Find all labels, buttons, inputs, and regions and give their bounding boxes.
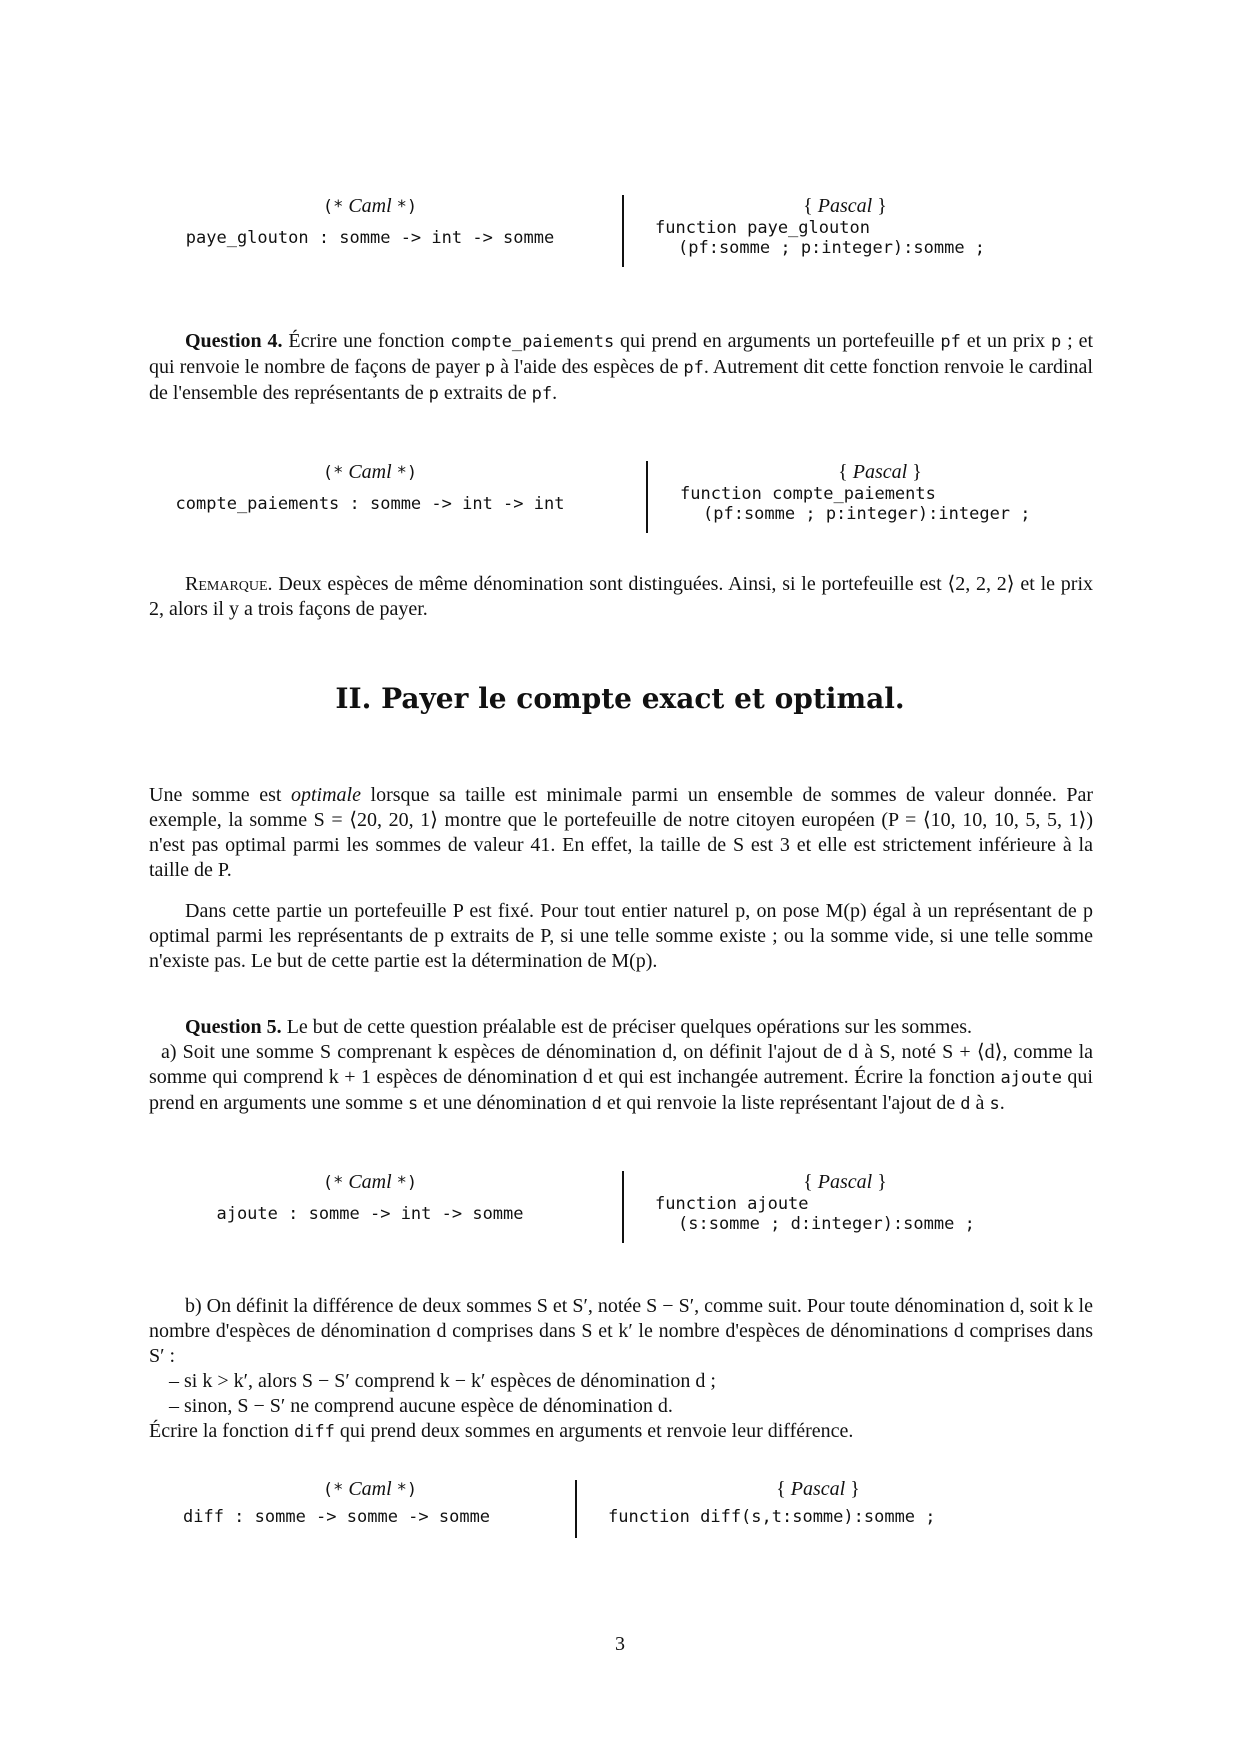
code-divider	[622, 1171, 624, 1243]
function-name: compte_paiements	[450, 332, 615, 352]
question-4: Question 4. Écrire une fonction compte_paiements qui prend en arguments un portefeuille pf et un prix p ; et qui renvoie le nombre de façons de payer p à l'aide des espèces de pf. Autrement dit cette fonction renvoie le cardinal de l'ensemble des représentants de p extraits de pf.	[149, 330, 1093, 404]
caml-block-diff	[165, 1478, 575, 1527]
code-divider	[646, 461, 648, 533]
pascal-header: { Pascal }	[803, 1171, 887, 1193]
page-number: 3	[615, 1633, 625, 1655]
caml-signature: compte_paiements : somme -> int -> int	[175, 494, 565, 514]
pascal-block-compte-paiements	[680, 461, 1080, 524]
list-item: – si k > k′, alors S − S′ comprend k − k′ espèces de dénomination d ;	[169, 1370, 716, 1392]
paragraph-optimal: Une somme est optimale lorsque sa taille est minimale parmi un ensemble de sommes de valeur donnée. Par exemple, la somme S = ⟨20, 20, 1⟩ montre que le portefeuille de notre citoyen européen (P = ⟨10, 10, 10, 5, 5, 1⟩) n'est pas optimal parmi les sommes de valeur 41. En effet, la taille de S est 3 et elle est strictement inférieure à la taille de P.	[149, 784, 1093, 881]
caml-block-paye-glouton	[150, 195, 590, 248]
pascal-line-1: function paye_glouton	[655, 218, 870, 238]
caml-block-compte-paiements	[150, 461, 590, 514]
question-label: Question 5.	[185, 1016, 282, 1038]
pascal-line-1: function ajoute	[655, 1194, 809, 1214]
question-5: Question 5. Le but de cette question préalable est de préciser quelques opérations sur les sommes. a) Soit une somme S comprenant k espèces de dénomination d, on définit l'ajout de d à S, noté S + ⟨d⟩, comme la somme qui comprend k + 1 espèces de dénomination d et qui est inchangée autrement. Écrire la fonction ajoute qui prend en arguments une somme s et une dénomination d et qui renvoie la liste représentant l'ajout de d à s.	[149, 1016, 1093, 1114]
pascal-block-ajoute	[655, 1171, 1035, 1234]
list-item: – sinon, S − S′ ne comprend aucune espèce de dénomination d.	[169, 1395, 673, 1417]
caml-header: (* Caml *)	[322, 1478, 418, 1500]
pascal-line-2: (s:somme ; d:integer):somme ;	[678, 1214, 975, 1234]
pascal-line-2: (pf:somme ; p:integer):somme ;	[678, 238, 986, 258]
pascal-header: { Pascal }	[838, 461, 922, 483]
caml-header: (* Caml *)	[322, 461, 418, 483]
remark: Remarque. Deux espèces de même dénomination sont distinguées. Ainsi, si le portefeuille est ⟨2, 2, 2⟩ et le prix 2, alors il y a trois façons de payer.	[149, 573, 1093, 620]
caml-signature: paye_glouton : somme -> int -> somme	[185, 228, 555, 248]
pascal-line-1: function compte_paiements	[680, 484, 936, 504]
code-divider	[575, 1480, 577, 1538]
paragraph-definition-M: Dans cette partie un portefeuille P est fixé. Pour tout entier naturel p, on pose M(p) égal à un représentant de p optimal parmi les représentants de p extraits de P, si une telle somme existe ; ou la somme vide, si une telle somme n'existe pas. Le but de cette partie est la détermination de M(p).	[149, 900, 1093, 972]
caml-block-ajoute	[150, 1171, 590, 1224]
function-name: diff	[293, 1422, 335, 1442]
caml-signature: diff : somme -> somme -> somme	[183, 1507, 491, 1527]
code-divider	[622, 195, 624, 267]
caml-signature: ajoute : somme -> int -> somme	[216, 1204, 524, 1224]
section-title: II. Payer le compte exact et optimal.	[335, 682, 905, 715]
pascal-line-1: function diff(s,t:somme):somme ;	[608, 1507, 936, 1527]
caml-header: (* Caml *)	[322, 195, 418, 217]
pascal-block-paye-glouton	[655, 195, 1035, 258]
caml-header: (* Caml *)	[322, 1171, 418, 1193]
question-label: Question 4.	[185, 330, 283, 352]
pascal-header: { Pascal }	[776, 1478, 860, 1500]
pascal-block-diff	[608, 1478, 1028, 1527]
function-name: ajoute	[1000, 1068, 1062, 1088]
question-5b: b) On définit la différence de deux sommes S et S′, notée S − S′, comme suit. Pour toute dénomination d, soit k le nombre d'espèces de dénomination d comprises dans S et k′ le nombre d'espèces de dénominations d comprises dans S′ : – si k > k′, alors S − S′ comprend k − k′ espèces de dénomination d ; – sinon, S − S′ ne comprend aucune espèce de dénomination d. Écrire la fonction diff qui prend deux sommes en arguments et renvoie leur différence.	[149, 1295, 1093, 1442]
remark-label: Remarque.	[185, 573, 273, 595]
pascal-header: { Pascal }	[803, 195, 887, 217]
pascal-line-2: (pf:somme ; p:integer):integer ;	[703, 504, 1031, 524]
